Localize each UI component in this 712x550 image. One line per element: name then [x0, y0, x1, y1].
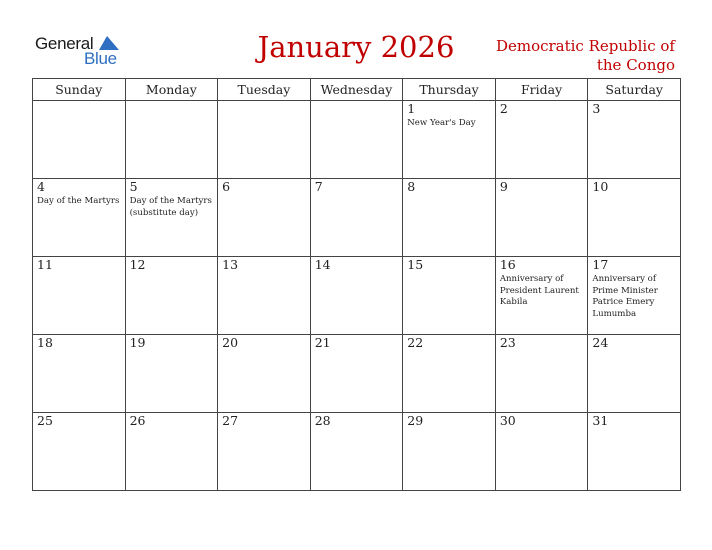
- day-cell: [495, 257, 588, 335]
- holiday-label: Day of the Martyrs (substitute day): [129, 196, 212, 218]
- weekday-header: Monday: [125, 79, 218, 101]
- day-number: 31: [592, 413, 609, 428]
- holiday-label: New Year's Day: [407, 118, 476, 128]
- week-row: [33, 179, 681, 257]
- country-name: Democratic Republic of the Congo: [495, 37, 675, 74]
- day-number: 4: [37, 179, 45, 194]
- weekday-header: Wednesday: [310, 79, 403, 101]
- day-number: 14: [314, 257, 331, 272]
- day-number: 25: [37, 413, 53, 428]
- week-row: [33, 335, 681, 413]
- day-number: 6: [222, 179, 231, 194]
- day-cell: [310, 413, 403, 491]
- day-number: 3: [592, 101, 601, 116]
- day-cell: [33, 179, 126, 257]
- day-cell: [495, 179, 588, 257]
- calendar-title: January 2026: [257, 30, 455, 64]
- day-number: 11: [37, 257, 53, 272]
- day-number: 20: [222, 335, 239, 350]
- day-cell: [218, 179, 311, 257]
- day-number: 22: [407, 335, 424, 350]
- day-number: 8: [407, 179, 416, 194]
- weekday-header: Tuesday: [218, 79, 311, 101]
- day-number: 7: [314, 179, 323, 194]
- day-number: 24: [592, 335, 609, 350]
- day-number: 30: [499, 413, 516, 428]
- day-number: 13: [222, 257, 239, 272]
- day-number: 26: [129, 413, 146, 428]
- logo-text-general: General: [35, 34, 94, 53]
- day-cell: [403, 179, 496, 257]
- day-cell: [403, 257, 496, 335]
- day-cell: [125, 179, 218, 257]
- day-number: 2: [499, 101, 508, 116]
- weekday-header: Sunday: [33, 79, 126, 101]
- day-cell: [403, 101, 496, 179]
- day-number: 28: [314, 413, 331, 428]
- day-cell: [588, 101, 681, 179]
- day-cell: [310, 335, 403, 413]
- calendar-grid: [32, 78, 681, 491]
- day-cell: [125, 335, 218, 413]
- day-cell: [588, 413, 681, 491]
- weekday-header-row: [33, 79, 681, 101]
- empty-day-cell: [218, 101, 311, 179]
- holiday-label: Day of the Martyrs: [37, 196, 120, 206]
- day-number: 21: [314, 335, 331, 350]
- day-number: 1: [407, 101, 416, 116]
- day-cell: [125, 413, 218, 491]
- day-number: 27: [222, 413, 239, 428]
- empty-day-cell: [125, 101, 218, 179]
- day-cell: [495, 335, 588, 413]
- day-cell: [403, 413, 496, 491]
- day-number: 17: [592, 257, 609, 272]
- day-cell: [218, 257, 311, 335]
- day-cell: [495, 101, 588, 179]
- day-cell: [403, 335, 496, 413]
- day-number: 23: [499, 335, 516, 350]
- day-cell: [33, 413, 126, 491]
- weekday-header: Saturday: [588, 79, 681, 101]
- day-cell: [588, 335, 681, 413]
- holiday-label: Anniversary of Prime Minister Patrice Emery Lumumba: [592, 274, 658, 319]
- weekday-header: Thursday: [403, 79, 496, 101]
- holiday-label: Anniversary of President Laurent Kabila: [499, 274, 579, 307]
- day-cell: [218, 335, 311, 413]
- weekday-header: Friday: [495, 79, 588, 101]
- day-cell: [125, 257, 218, 335]
- day-number: 9: [499, 179, 508, 194]
- day-number: 10: [592, 179, 609, 194]
- day-number: 5: [129, 179, 138, 194]
- day-number: 18: [37, 335, 53, 350]
- day-cell: [588, 179, 681, 257]
- day-number: 15: [407, 257, 424, 272]
- day-cell: [33, 257, 126, 335]
- day-cell: [218, 413, 311, 491]
- day-cell: [310, 257, 403, 335]
- logo-text-blue: Blue: [84, 49, 117, 68]
- day-number: 19: [129, 335, 146, 350]
- day-cell: [495, 413, 588, 491]
- day-number: 29: [407, 413, 424, 428]
- empty-day-cell: [310, 101, 403, 179]
- day-cell: [33, 335, 126, 413]
- day-number: 16: [499, 257, 516, 272]
- day-cell: [588, 257, 681, 335]
- week-row: [33, 413, 681, 491]
- day-number: 12: [129, 257, 146, 272]
- empty-day-cell: [33, 101, 126, 179]
- week-row: [33, 101, 681, 179]
- day-cell: [310, 179, 403, 257]
- week-row: [33, 257, 681, 335]
